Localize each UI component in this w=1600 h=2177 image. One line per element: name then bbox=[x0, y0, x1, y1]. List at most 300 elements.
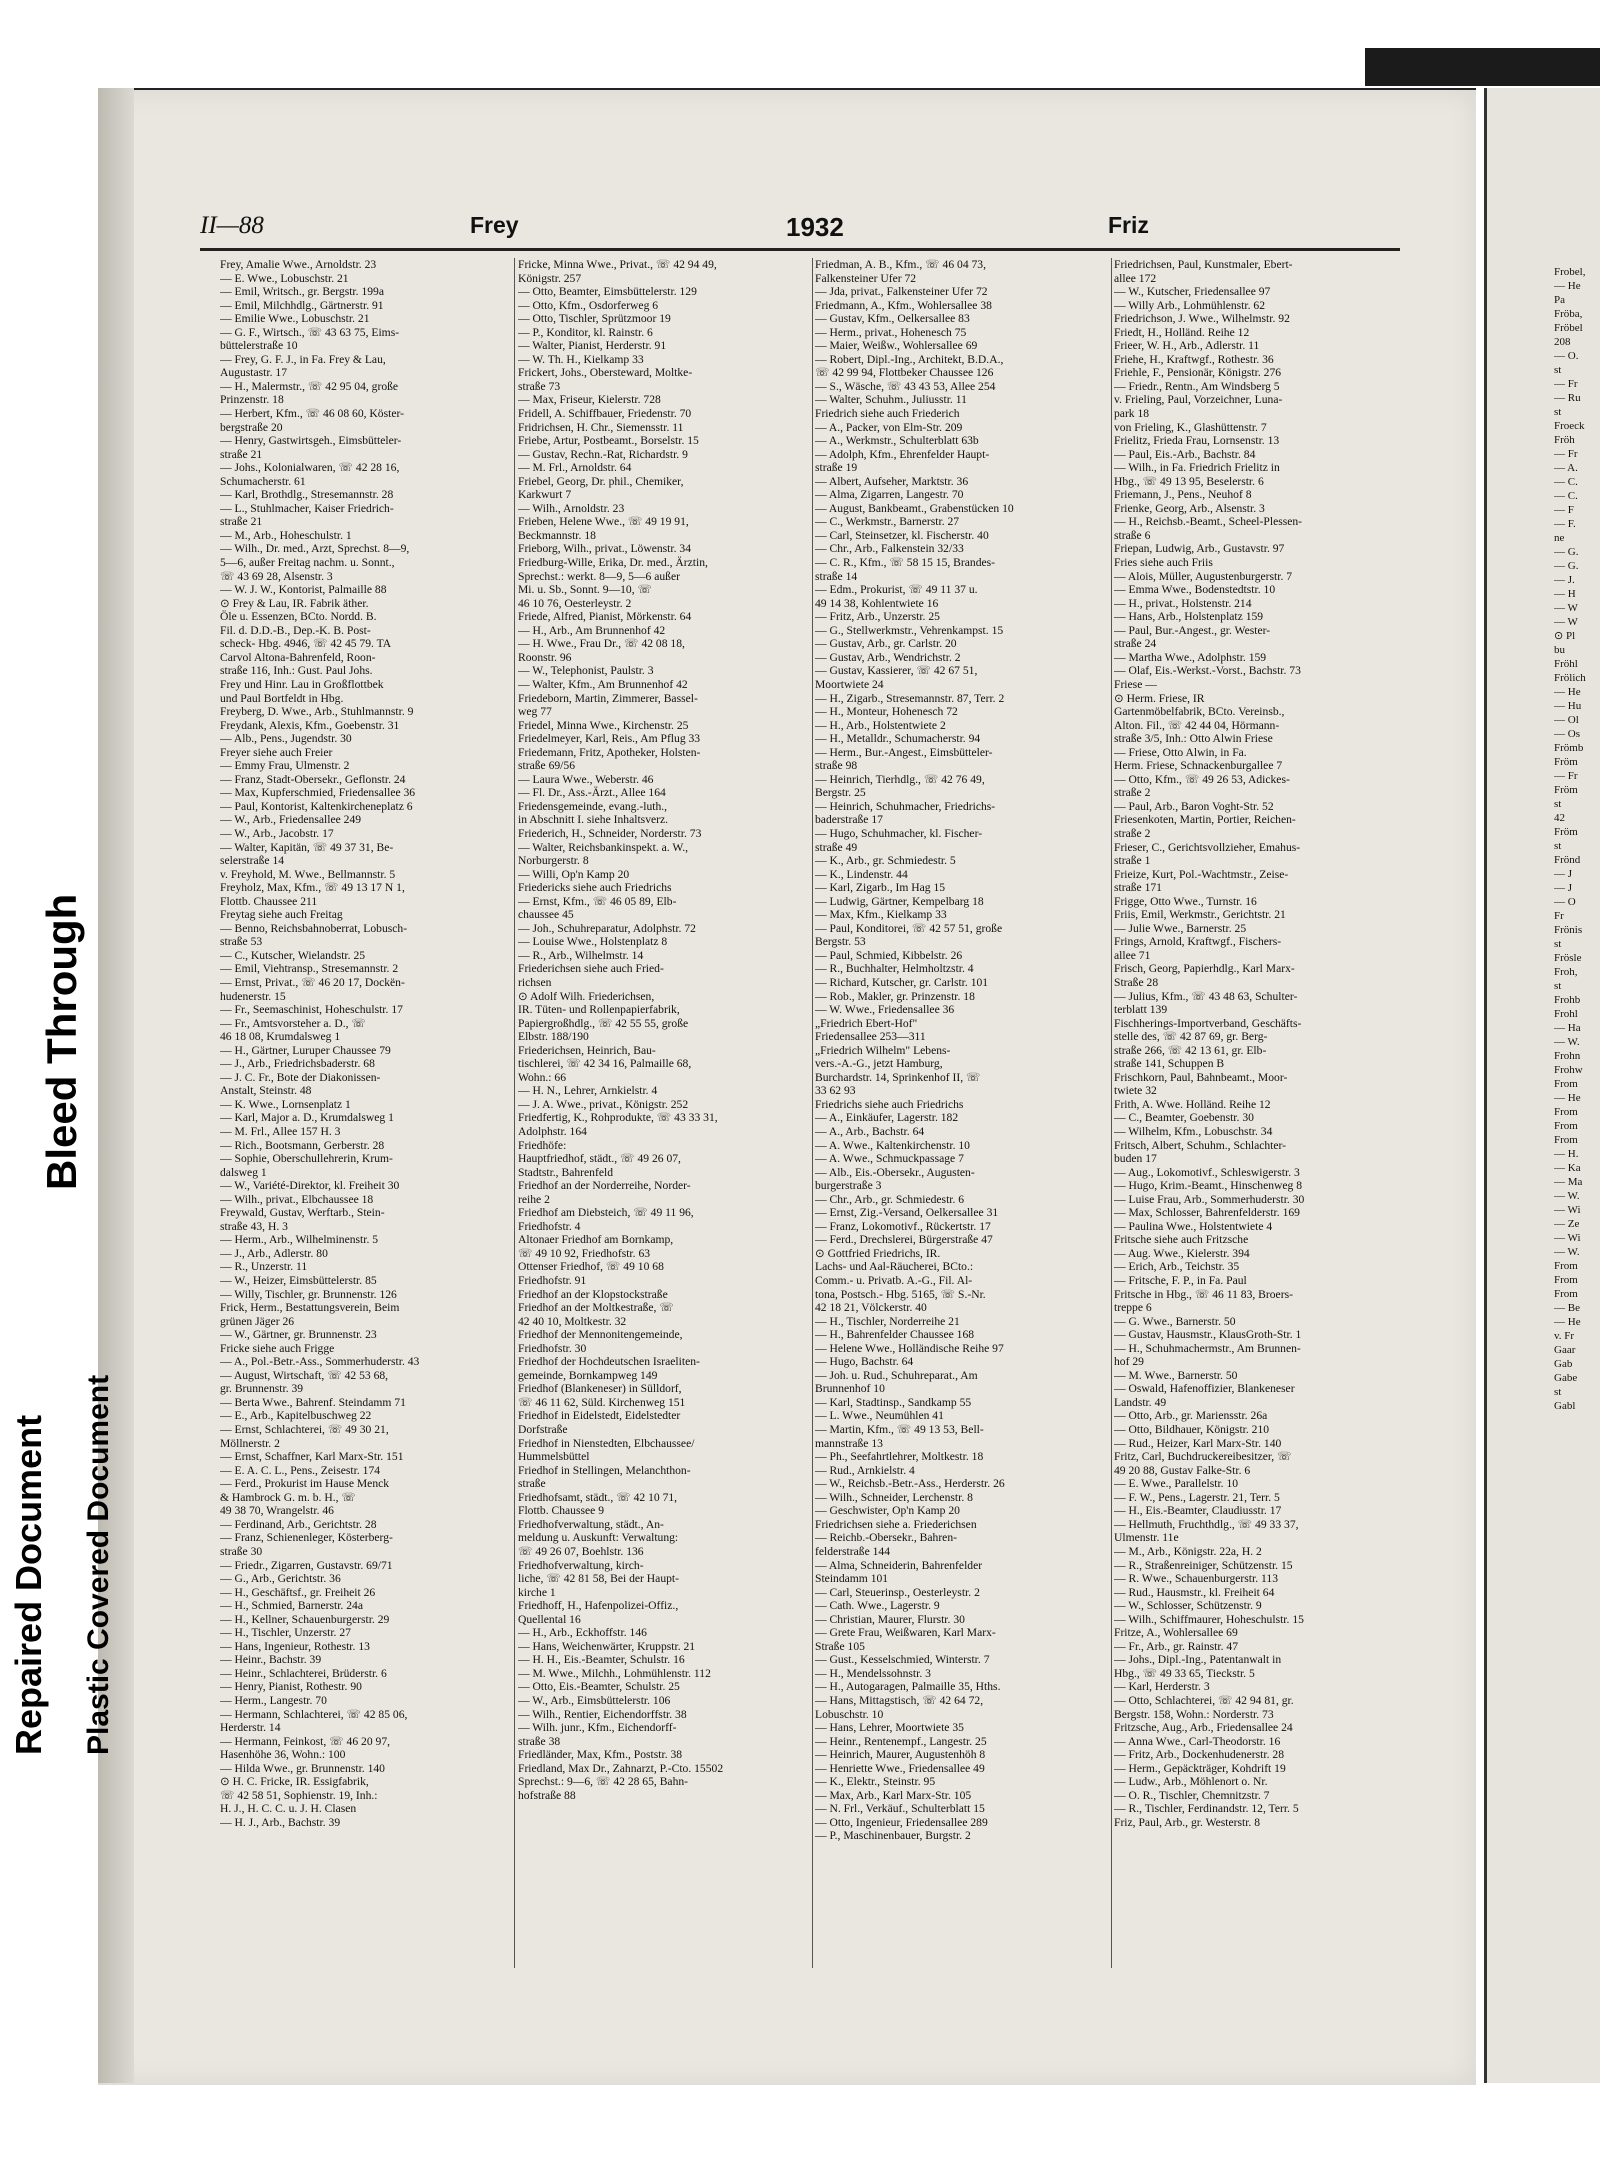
directory-entry-line: straße bbox=[518, 1477, 546, 1491]
directory-entry-line: Hauptfriedhof, städt., ☏ 49 26 07, bbox=[518, 1152, 681, 1166]
adjacent-page-fragment: Frohn bbox=[1554, 1050, 1581, 1062]
directory-entry-line: Friederichsen, Heinrich, Bau- bbox=[518, 1043, 656, 1057]
directory-entry-line: — Max, Kfm., Kielkamp 33 bbox=[815, 908, 947, 922]
directory-entry-line: — M. Frl., Arnoldstr. 64 bbox=[518, 461, 632, 475]
directory-entry-line: — M. Wwe., Barnerstr. 50 bbox=[1114, 1368, 1238, 1382]
directory-entry-line: Frieben, Helene Wwe., ☏ 49 19 91, bbox=[518, 515, 689, 529]
directory-entry-line: dalsweg 1 bbox=[220, 1165, 267, 1179]
directory-entry-line: ⊙ Adolf Wilh. Friederichsen, bbox=[518, 989, 655, 1003]
adjacent-page-fragment: — A. bbox=[1554, 462, 1578, 474]
adjacent-page-fragment: — H. bbox=[1554, 1148, 1579, 1160]
directory-entry-line: — W., Variété-Direktor, kl. Freiheit 30 bbox=[220, 1179, 400, 1193]
directory-entry-line: — Rob., Makler, gr. Prinzenstr. 18 bbox=[815, 989, 975, 1003]
directory-entry-line: — Paul, Schmied, Kibbelstr. 26 bbox=[815, 948, 963, 962]
directory-entry-line: Friedhof an der Klopstockstraße bbox=[518, 1287, 668, 1301]
directory-entry-line: Freyer siehe auch Freier bbox=[220, 745, 333, 759]
directory-entry-line: gemeinde, Bornkampweg 149 bbox=[518, 1368, 658, 1382]
directory-entry-line: — Herm., Bur.-Angest., Eimsbütteler- bbox=[815, 745, 993, 759]
directory-entry-line: Roonstr. 96 bbox=[518, 650, 572, 664]
directory-entry-line: — E., Arb., Kapitelbuschweg 22 bbox=[220, 1409, 372, 1423]
directory-entry-line: Friedrichsen, Paul, Kunstmaler, Ebert- bbox=[1114, 258, 1293, 271]
adjacent-page-fragment: From bbox=[1554, 1120, 1578, 1132]
directory-entry-line: gr. Brunnenstr. 39 bbox=[220, 1382, 304, 1396]
adjacent-page-fragment: — Fr bbox=[1554, 770, 1578, 782]
directory-entry-line: — Wilh. junr., Kfm., Eichendorff- bbox=[518, 1721, 677, 1735]
directory-entry-line: — N. Frl., Verkäuf., Schulterblatt 15 bbox=[815, 1802, 985, 1816]
directory-entry-line: — Otto, Ingenieur, Friedensallee 289 bbox=[815, 1815, 988, 1829]
directory-entry-line: straße 171 bbox=[1114, 881, 1162, 895]
directory-entry-line: — S., Wäsche, ☏ 43 43 53, Allee 254 bbox=[815, 379, 996, 393]
directory-entry-line: — Berta Wwe., Bahrenf. Steindamm 71 bbox=[220, 1395, 406, 1409]
directory-entry-line: — Benno, Reichsbahnoberrat, Lobusch- bbox=[220, 921, 408, 935]
directory-entry-line: ☏ 42 58 51, Sophienstr. 19, Inh.: bbox=[220, 1788, 378, 1802]
directory-entry-line: hofstraße 88 bbox=[518, 1788, 576, 1802]
directory-entry-line: Friedhof der Hochdeutschen Israeliten- bbox=[518, 1355, 700, 1369]
directory-entry-line: „Friedrich Ebert-Hof" bbox=[815, 1016, 918, 1030]
directory-entry-line: — J., Arb., Friedrichsbaderstr. 68 bbox=[220, 1057, 375, 1071]
directory-entry-line: — Friedr., Rentn., Am Windsberg 5 bbox=[1114, 379, 1280, 393]
adjacent-page-fragment: 42 bbox=[1554, 812, 1565, 824]
directory-entry-line: und Paul Bortfeldt in Hbg. bbox=[220, 691, 344, 705]
adjacent-page-fragment: — C. bbox=[1554, 476, 1578, 488]
directory-entry-line: — P., Maschinenbauer, Burgstr. 2 bbox=[815, 1829, 971, 1843]
directory-entry-line: — M., Arb., Hoheschulstr. 1 bbox=[220, 528, 352, 542]
adjacent-page-fragment: — He bbox=[1554, 1092, 1581, 1104]
directory-entry-line: Freydank, Alexis, Kfm., Goebenstr. 31 bbox=[220, 718, 400, 732]
directory-entry-line: Beckmannstr. 18 bbox=[518, 528, 596, 542]
directory-entry-line: weg 77 bbox=[518, 705, 552, 719]
adjacent-page-fragment: — Ol bbox=[1554, 714, 1579, 726]
directory-entry-line: — Walter, Pianist, Herderstr. 91 bbox=[518, 339, 667, 353]
directory-entry-line: — W. Th. H., Kielkamp 33 bbox=[518, 352, 644, 366]
adjacent-page-fragment: — Hu bbox=[1554, 700, 1582, 712]
directory-entry-line: 49 38 70, Wrangelstr. 46 bbox=[220, 1504, 334, 1518]
directory-entry-line: — Rud., Arnkielstr. 4 bbox=[815, 1463, 915, 1477]
adjacent-page-fragment: Froeck bbox=[1554, 420, 1585, 432]
adjacent-page-fragment: — Ze bbox=[1554, 1218, 1580, 1230]
directory-entry-line: Mi. u. Sb., Sonnt. 9—10, ☏ bbox=[518, 583, 652, 597]
directory-entry-line: Friedensgemeinde, evang.-luth., bbox=[518, 799, 668, 813]
adjacent-page-fragment: — G. bbox=[1554, 560, 1579, 572]
adjacent-page-fragment: Frohb bbox=[1554, 994, 1581, 1006]
directory-entry-line: 42 18 21, Völckerstr. 40 bbox=[815, 1301, 927, 1315]
directory-entry-line: — Karl, Major a. D., Krumdalsweg 1 bbox=[220, 1111, 394, 1125]
directory-entry-line: ⊙ H. C. Fricke, IR. Essigfabrik, bbox=[220, 1775, 369, 1789]
directory-entry-line: — Fritz, Arb., Unzerstr. 25 bbox=[815, 610, 940, 624]
adjacent-page-fragment: — Ru bbox=[1554, 392, 1581, 404]
directory-entry-line: v. Freyhold, M. Wwe., Bellmannstr. 5 bbox=[220, 867, 396, 881]
adjacent-page-fragment: st bbox=[1554, 406, 1562, 418]
column-divider bbox=[812, 258, 813, 1968]
directory-entry-line: 46 18 08, Krumdalsweg 1 bbox=[220, 1030, 341, 1044]
directory-entry-line: — Otto, Kfm., ☏ 49 26 53, Adickes- bbox=[1114, 772, 1290, 786]
directory-entry-line: treppe 6 bbox=[1114, 1301, 1152, 1315]
directory-entry-line: Augustastr. 17 bbox=[220, 366, 287, 380]
directory-entry-line: — Wilhelm, Kfm., Lobuschstr. 34 bbox=[1114, 1125, 1273, 1138]
directory-entry-line: — Ludw., Arb., Möhlenort o. Nr. bbox=[1114, 1775, 1268, 1789]
directory-entry-line: — C., Beamter, Goebenstr. 30 bbox=[1114, 1111, 1254, 1125]
adjacent-page-text bbox=[1554, 265, 1598, 1413]
directory-entry-line: Fischherings-Importverband, Geschäfts- bbox=[1114, 1016, 1302, 1030]
directory-entry-line: — Heinr., Bachstr. 39 bbox=[220, 1653, 322, 1667]
adjacent-page-fragment: From bbox=[1554, 1288, 1578, 1300]
directory-entry-line: — M. Frl., Allee 157 H. 3 bbox=[220, 1125, 341, 1138]
adjacent-page-fragment: — F bbox=[1554, 504, 1574, 516]
directory-entry-line: — Friese, Otto Alwin, in Fa. bbox=[1114, 745, 1247, 759]
bottom-margin bbox=[0, 2090, 1600, 2177]
directory-entry-line: — Willy, Tischler, gr. Brunnenstr. 126 bbox=[220, 1287, 397, 1301]
directory-entry-line: Frickert, Johs., Obersteward, Moltke- bbox=[518, 366, 693, 380]
directory-entry-line: — G., Arb., Gerichtstr. 36 bbox=[220, 1572, 341, 1586]
column-divider bbox=[514, 258, 515, 1968]
directory-entry-line: — H., Metalldr., Schumacherstr. 94 bbox=[815, 732, 981, 746]
directory-entry-line: Fritsche in Hbg., ☏ 46 11 83, Broers- bbox=[1114, 1287, 1293, 1301]
directory-entry-line: — Laura Wwe., Weberstr. 46 bbox=[518, 772, 654, 786]
directory-entry-line: — Hans, Arb., Holstenplatz 159 bbox=[1114, 610, 1264, 624]
directory-entry-line: — Ferd., Drechslerei, Bürgerstraße 47 bbox=[815, 1233, 993, 1247]
directory-entry-line: 49 14 38, Kohlentwiete 16 bbox=[815, 596, 939, 610]
adjacent-page-fragment: — J. bbox=[1554, 574, 1575, 586]
directory-entry-line: — Karl, Brothdlg., Stresemannstr. 28 bbox=[220, 488, 394, 502]
adjacent-page-fragment: st bbox=[1554, 980, 1562, 992]
adjacent-page-fragment: Fröm bbox=[1554, 826, 1578, 838]
directory-entry-line: reihe 2 bbox=[518, 1192, 550, 1206]
directory-entry-line: — Heinrich, Schuhmacher, Friedrichs- bbox=[815, 799, 996, 813]
directory-entry-line: Flottb. Chaussee 211 bbox=[220, 894, 318, 908]
directory-entry-line: Bergstr. 158, Wohn.: Norderstr. 73 bbox=[1114, 1707, 1274, 1721]
directory-entry-line: — Christian, Maurer, Flurstr. 30 bbox=[815, 1612, 965, 1626]
directory-entry-line: Friedländer, Max, Kfm., Poststr. 38 bbox=[518, 1748, 683, 1762]
directory-entry-line: — Otto, Schlachterei, ☏ 42 94 81, gr. bbox=[1114, 1693, 1294, 1707]
directory-entry-line: — H., Geschäftsf., gr. Freiheit 26 bbox=[220, 1585, 376, 1599]
directory-entry-line: — A., Packer, von Elm-Str. 209 bbox=[815, 420, 963, 434]
directory-entry-line: — C., Kutscher, Wielandstr. 25 bbox=[220, 948, 366, 962]
directory-entry-line: — R. Wwe., Schauenburgerstr. 113 bbox=[1114, 1572, 1279, 1586]
directory-entry-line: H. J., H. C. C. u. J. H. Clasen bbox=[220, 1802, 357, 1816]
directory-entry-line: — Max, Friseur, Kielerstr. 728 bbox=[518, 393, 661, 407]
directory-entry-line: meldung u. Auskunft: Verwaltung: bbox=[518, 1531, 679, 1545]
directory-entry-line: — Hermann, Feinkost, ☏ 46 20 97, bbox=[220, 1734, 391, 1748]
directory-entry-line: Friedt, H., Holländ. Reihe 12 bbox=[1114, 325, 1250, 339]
directory-entry-line: — Paul, Bur.-Angest., gr. Wester- bbox=[1114, 623, 1271, 637]
directory-entry-line: Comm.- u. Privatb. A.-G., Fil. Al- bbox=[815, 1274, 973, 1288]
directory-entry-line: Anstalt, Steinstr. 48 bbox=[220, 1084, 312, 1098]
directory-entry-line: — Albert, Aufseher, Marktstr. 36 bbox=[815, 474, 969, 488]
directory-entry-line: — Gustav, Rechn.-Rat, Richardstr. 9 bbox=[518, 447, 688, 461]
directory-entry-line: Frey und Hinr. Lau in Großflottbek bbox=[220, 677, 384, 691]
adjacent-page-fragment: — W. bbox=[1554, 1036, 1580, 1048]
directory-entry-line: Friedensallee 253—311 bbox=[815, 1030, 926, 1044]
directory-entry-line: — H., Schuhmachermstr., Am Brunnen- bbox=[1114, 1341, 1301, 1355]
directory-entry-line: — Henriette Wwe., Friedensallee 49 bbox=[815, 1761, 985, 1775]
directory-entry-line: von Frieling, K., Glashüttenstr. 7 bbox=[1114, 420, 1267, 434]
directory-entry-line: Falkensteiner Ufer 72 bbox=[815, 271, 917, 285]
directory-entry-line: Friz, Paul, Arb., gr. Westerstr. 8 bbox=[1114, 1815, 1261, 1829]
directory-entry-line: park 18 bbox=[1114, 407, 1150, 421]
directory-entry-line: — Hilda Wwe., gr. Brunnenstr. 140 bbox=[220, 1761, 385, 1775]
adjacent-page-fragment: — O bbox=[1554, 896, 1576, 908]
directory-entry-line: straße 141, Schuppen B bbox=[1114, 1057, 1225, 1071]
directory-entry-line: — Hugo, Schuhmacher, kl. Fischer- bbox=[815, 826, 983, 840]
directory-entry-line: Friedhof an der Moltkestraße, ☏ bbox=[518, 1301, 674, 1315]
directory-entry-line: — H., Reichsb.-Beamt., Scheel-Plessen- bbox=[1114, 515, 1303, 529]
directory-entry-line: Friedhöfe: bbox=[518, 1138, 567, 1152]
directory-entry-line: Lachs- und Aal-Räucherei, BCto.: bbox=[815, 1260, 974, 1274]
directory-entry-line: Friedrich siehe auch Friederich bbox=[815, 407, 960, 421]
adjacent-page-fragment: — Os bbox=[1554, 728, 1580, 740]
directory-entry-line: Steindamm 101 bbox=[815, 1572, 889, 1586]
adjacent-page-fragment: — W bbox=[1554, 616, 1578, 628]
directory-entry-line: — Jda, privat., Falkensteiner Ufer 72 bbox=[815, 285, 988, 299]
adjacent-page-fragment: — J bbox=[1554, 882, 1573, 894]
directory-entry-line: — Fritsche, F. P., in Fa. Paul bbox=[1114, 1274, 1247, 1288]
directory-entry-line: — Frey, G. F. J., in Fa. Frey & Lau, bbox=[220, 352, 386, 366]
directory-entry-line: — Herm., Gepäckträger, Kohdrift 19 bbox=[1114, 1761, 1286, 1775]
directory-entry-line: — Karl, Zigarb., Im Hag 15 bbox=[815, 881, 946, 895]
adjacent-page-fragment: — W. bbox=[1554, 1190, 1580, 1202]
directory-entry-line: Freywald, Gustav, Werftarb., Stein- bbox=[220, 1206, 385, 1220]
directory-entry-line: straße 38 bbox=[518, 1734, 561, 1748]
directory-entry-line: Alton. Fil., ☏ 42 44 04, Hörmann- bbox=[1114, 718, 1280, 732]
adjacent-page-fragment: — He bbox=[1554, 280, 1581, 292]
directory-entry-line: Elbstr. 188/190 bbox=[518, 1030, 589, 1044]
adjacent-page-fragment: — Be bbox=[1554, 1302, 1580, 1314]
directory-entry-line: — Geschwister, Op'n Kamp 20 bbox=[815, 1504, 960, 1518]
directory-entry-line: straße 30 bbox=[220, 1544, 263, 1558]
directory-entry-line: — Wilh., privat., Elbchaussee 18 bbox=[220, 1192, 374, 1206]
directory-entry-line: — H. J., Arb., Bachstr. 39 bbox=[220, 1815, 341, 1829]
directory-entry-line: büttelerstraße 10 bbox=[220, 339, 298, 353]
directory-entry-line: Fil. d. D.D.-B., Dep.-K. B. Post- bbox=[220, 623, 371, 637]
directory-entry-line: straße 21 bbox=[220, 447, 263, 461]
directory-entry-line: — Ernst, Schlachterei, ☏ 49 30 21, bbox=[220, 1423, 389, 1437]
directory-entry-line: Wohn.: 66 bbox=[518, 1070, 567, 1084]
adjacent-page-fragment: Fr bbox=[1554, 910, 1564, 922]
directory-entry-line: — Johs., Dipl.-Ing., Patentanwalt in bbox=[1114, 1653, 1282, 1667]
directory-entry-line: chaussee 45 bbox=[518, 908, 574, 922]
directory-entry-line: Carvol Altona-Bahrenfeld, Roon- bbox=[220, 650, 376, 664]
directory-entry-line: Möllnerstr. 2 bbox=[220, 1436, 280, 1450]
directory-entry-line: Friedhofstr. 30 bbox=[518, 1341, 587, 1355]
directory-entry-line: — Gustav, Arb., gr. Carlstr. 20 bbox=[815, 637, 957, 651]
directory-entry-line: — Ernst, Zig.-Versand, Oelkersallee 31 bbox=[815, 1206, 999, 1220]
directory-entry-line: — Karl, Herderstr. 3 bbox=[1114, 1680, 1210, 1694]
directory-entry-line: Altonaer Friedhof am Bornkamp, bbox=[518, 1233, 674, 1247]
adjacent-page-fragment: bu bbox=[1554, 644, 1565, 656]
directory-entry-line: Freytag siehe auch Freitag bbox=[220, 908, 343, 922]
directory-entry-line: Friehe, H., Kraftwgf., Rothestr. 36 bbox=[1114, 352, 1274, 366]
directory-entry-line: — J., Arb., Adlerstr. 80 bbox=[220, 1246, 328, 1260]
directory-entry-line: Friedrichs siehe auch Friedrichs bbox=[815, 1097, 964, 1111]
directory-entry-line: — Joh., Schuhreparatur, Adolphstr. 72 bbox=[518, 921, 696, 935]
directory-entry-line: Frisch, Georg, Papierhdlg., Karl Marx- bbox=[1114, 962, 1295, 976]
directory-entry-line: Friedhoff, H., Hafenpolizei-Offiz., bbox=[518, 1599, 679, 1613]
adjacent-page-fragment: — He bbox=[1554, 686, 1581, 698]
directory-entry-line: Frick, Herm., Bestattungsverein, Beim bbox=[220, 1301, 400, 1315]
directory-entry-line: Karkwurt 7 bbox=[518, 488, 572, 502]
directory-entry-line: — H., Tischler, Norderreihe 21 bbox=[815, 1314, 960, 1328]
directory-entry-line: Fridell, A. Schiffbauer, Friedenstr. 70 bbox=[518, 407, 692, 421]
directory-entry-line: — Gustav, Kfm., Oelkersallee 83 bbox=[815, 312, 970, 326]
bleed-through-label: Bleed Through bbox=[38, 893, 85, 1190]
directory-entry-line: — C. R., Kfm., ☏ 58 15 15, Brandes- bbox=[815, 556, 996, 570]
adjacent-page-fragment: Gab bbox=[1554, 1358, 1573, 1370]
directory-entry-line: — Maier, Weißw., Wohlersallee 69 bbox=[815, 339, 978, 353]
adjacent-page-fragment: Frösle bbox=[1554, 952, 1582, 964]
directory-entry-line: — Paulina Wwe., Holstentwiete 4 bbox=[1114, 1219, 1273, 1233]
directory-entry-line: — Fl. Dr., Ass.-Ärzt., Allee 164 bbox=[518, 786, 666, 800]
directory-entry-line: straße 2 bbox=[1114, 826, 1151, 840]
directory-entry-line: Frith, A. Wwe. Holländ. Reihe 12 bbox=[1114, 1097, 1271, 1111]
directory-entry-line: Friesenkoten, Martin, Portier, Reichen- bbox=[1114, 813, 1296, 827]
directory-entry-line: — Julie Wwe., Barnerstr. 25 bbox=[1114, 921, 1247, 935]
directory-entry-line: — K., Arb., gr. Schmiedestr. 5 bbox=[815, 854, 956, 868]
directory-entry-line: — Emma Wwe., Bodenstedtstr. 10 bbox=[1114, 583, 1276, 597]
directory-entry-line: ☏ 49 26 07, Boehlstr. 136 bbox=[518, 1544, 644, 1558]
directory-entry-line: — Alb., Eis.-Obersekr., Augusten- bbox=[815, 1165, 975, 1179]
directory-entry-line: Frey, Amalie Wwe., Arnoldstr. 23 bbox=[220, 258, 377, 271]
directory-entry-line: — R., Unzerstr. 11 bbox=[220, 1260, 308, 1274]
directory-entry-line: Papiergroßhdlg., ☏ 42 55 55, große bbox=[518, 1016, 689, 1030]
directory-entry-line: Friedhofverwaltung, städt., An- bbox=[518, 1517, 664, 1531]
directory-entry-line: — J. A. Wwe., privat., Königstr. 252 bbox=[518, 1097, 689, 1111]
directory-entry-line: — H., Bahrenfelder Chaussee 168 bbox=[815, 1328, 975, 1342]
directory-entry-line: Hbg., ☏ 49 33 65, Tieckstr. 5 bbox=[1114, 1666, 1255, 1680]
adjacent-page-fragment: st bbox=[1554, 840, 1562, 852]
directory-entry-line: grünen Jäger 26 bbox=[220, 1314, 295, 1328]
directory-entry-line: terblatt 139 bbox=[1114, 1003, 1168, 1017]
adjacent-page-fragment: Gabl bbox=[1554, 1400, 1576, 1412]
directory-entry-line: twiete 32 bbox=[1114, 1084, 1157, 1098]
directory-entry-line: — Carl, Steinsetzer, kl. Fischerstr. 40 bbox=[815, 528, 989, 542]
directory-entry-line: — Willy Arb., Lohmühlenstr. 62 bbox=[1114, 298, 1266, 312]
directory-entry-line: — M. Wwe., Milchh., Lohmühlenstr. 112 bbox=[518, 1666, 711, 1680]
directory-entry-line: — Friedr., Zigarren, Gustavstr. 69/71 bbox=[220, 1558, 393, 1572]
directory-entry-line: ☏ 43 69 28, Alsenstr. 3 bbox=[220, 569, 333, 583]
adjacent-page-fragment: ⊙ Pl bbox=[1554, 630, 1576, 642]
directory-entry-line: straße 14 bbox=[815, 569, 858, 583]
directory-entry-line: — Julius, Kfm., ☏ 43 48 63, Schulter- bbox=[1114, 989, 1298, 1003]
directory-entry-line: Freyberg, D. Wwe., Arb., Stuhlmannstr. 9 bbox=[220, 705, 414, 719]
directory-entry-line: Frielitz, Frieda Frau, Lornsenstr. 13 bbox=[1114, 434, 1280, 448]
directory-entry-line: — L. Wwe., Neumühlen 41 bbox=[815, 1409, 944, 1423]
directory-entry-line: hof 29 bbox=[1114, 1355, 1144, 1369]
adjacent-page-fragment: — Fr bbox=[1554, 448, 1578, 460]
directory-entry-line: ⊙ Frey & Lau, IR. Fabrik äther. bbox=[220, 596, 369, 610]
directory-entry-line: — Richard, Kutscher, gr. Carlstr. 101 bbox=[815, 975, 989, 989]
directory-entry-line: — K., Elektr., Steinstr. 95 bbox=[815, 1775, 936, 1789]
directory-entry-line: — H., Monteur, Hohenesch 72 bbox=[815, 705, 958, 719]
directory-entry-line: Herderstr. 14 bbox=[220, 1721, 281, 1735]
repaired-document-label: Repaired Document bbox=[8, 1414, 49, 1755]
directory-entry-line: — Hans, Weichenwärter, Kruppstr. 21 bbox=[518, 1639, 696, 1653]
page-binding-edge bbox=[98, 88, 134, 2083]
directory-entry-line: — Herm., Arb., Wilhelminenstr. 5 bbox=[220, 1233, 379, 1247]
directory-entry-line: — Karl, Stadtinsp., Sandkamp 55 bbox=[815, 1395, 972, 1409]
adjacent-page-fragment: From bbox=[1554, 1260, 1578, 1272]
directory-entry-line: — Hans, Ingenieur, Rothestr. 13 bbox=[220, 1639, 370, 1653]
directory-entry-line: — Wilh., in Fa. Friedrich Frielitz in bbox=[1114, 461, 1280, 475]
directory-entry-line: — G. F., Wirtsch., ☏ 43 63 75, Eims- bbox=[220, 325, 400, 339]
directory-entry-line: — Heinrich, Tierhdlg., ☏ 42 76 49, bbox=[815, 772, 985, 786]
directory-entry-line: — H., privat., Holstenstr. 214 bbox=[1114, 596, 1252, 610]
directory-entry-line: Friedhof in Nienstedten, Elbchaussee/ bbox=[518, 1436, 695, 1450]
directory-entry-line: tona, Postsch.- Hbg. 5165, ☏ S.-Nr. bbox=[815, 1287, 986, 1301]
directory-entry-line: — Franz, Stadt-Obersekr., Geflonstr. 24 bbox=[220, 772, 406, 786]
directory-entry-line: — Paul, Konditorei, ☏ 42 57 51, große bbox=[815, 921, 1003, 935]
directory-entry-line: — W., Heizer, Eimsbüttelerstr. 85 bbox=[220, 1274, 377, 1288]
directory-entry-line: Friedhofverwaltung, kirch- bbox=[518, 1558, 644, 1572]
directory-entry-line: Sprechst.: werkt. 8—9, 5—6 außer bbox=[518, 569, 680, 583]
directory-entry-line: — Paul, Kontorist, Kaltenkircheneplatz 6 bbox=[220, 799, 413, 813]
directory-entry-line: — Max, Schlosser, Bahrenfelderstr. 169 bbox=[1114, 1206, 1300, 1220]
directory-entry-line: — K., Lindenstr. 44 bbox=[815, 867, 908, 881]
directory-entry-line: — Otto, Beamter, Eimsbüttelerstr. 129 bbox=[518, 285, 697, 299]
directory-entry-line: — Ernst, Privat., ☏ 46 20 17, Dockën- bbox=[220, 975, 405, 989]
adjacent-page-fragment: — He bbox=[1554, 1316, 1581, 1328]
header-first-name: Frey bbox=[470, 212, 519, 238]
directory-entry-line: — P., Konditor, kl. Rainstr. 6 bbox=[518, 325, 653, 339]
directory-entry-line: Quellental 16 bbox=[518, 1612, 581, 1626]
directory-entry-line: — C., Werkmstr., Barnerstr. 27 bbox=[815, 515, 960, 529]
directory-entry-line: — Emil, Milchhdlg., Gärtnerstr. 91 bbox=[220, 298, 384, 312]
directory-entry-line: — L., Stuhlmacher, Kaiser Friedrich- bbox=[220, 501, 394, 515]
directory-entry-line: Friedhof der Mennonitengemeinde, bbox=[518, 1328, 683, 1342]
directory-entry-line: straße 6 bbox=[1114, 528, 1151, 542]
directory-entry-line: Bergstr. 53 bbox=[815, 935, 866, 949]
directory-entry-line: — Walter, Schuhm., Juliusstr. 11 bbox=[815, 393, 967, 407]
directory-entry-line: kirche 1 bbox=[518, 1585, 556, 1599]
directory-entry-line: Friepan, Ludwig, Arb., Gustavstr. 97 bbox=[1114, 542, 1285, 556]
directory-entry-line: — Olaf, Eis.-Werkst.-Vorst., Bachstr. 73 bbox=[1114, 664, 1301, 678]
directory-entry-line: — Fr., Arb., gr. Rainstr. 47 bbox=[1114, 1639, 1238, 1653]
directory-entry-line: Frieser, C., Gerichtsvollzieher, Emahus- bbox=[1114, 840, 1301, 854]
adjacent-page-fragment: st bbox=[1554, 364, 1562, 376]
directory-entry-line: — Emmy Frau, Ulmenstr. 2 bbox=[220, 759, 350, 773]
adjacent-page-fragment: ne bbox=[1554, 532, 1565, 544]
adjacent-page-fragment: — Wi bbox=[1554, 1232, 1581, 1244]
directory-entry-line: Frieer, W. H., Arb., Adlerstr. 11 bbox=[1114, 339, 1260, 353]
directory-entry-line: — W., Reichsb.-Betr.-Ass., Herderstr. 26 bbox=[815, 1477, 1005, 1491]
directory-entry-line: — H. Wwe., Frau Dr., ☏ 42 08 18, bbox=[518, 637, 685, 651]
directory-entry-line: — M., Arb., Königstr. 22a, H. 2 bbox=[1114, 1544, 1262, 1558]
directory-entry-line: — Grete Frau, Weißwaren, Karl Marx- bbox=[815, 1626, 996, 1640]
adjacent-page-fragment: From bbox=[1554, 1106, 1578, 1118]
directory-entry-line: Moortwiete 24 bbox=[815, 677, 884, 691]
directory-entry-line: Friedhof in Stellingen, Melanchthon- bbox=[518, 1463, 691, 1477]
directory-entry-line: — Carl, Steuerinsp., Oesterleystr. 2 bbox=[815, 1585, 980, 1599]
directory-entry-line: Friederichsen siehe auch Fried- bbox=[518, 962, 664, 976]
adjacent-page-fragment: — O. bbox=[1554, 350, 1579, 362]
directory-entry-line: — W., Gärtner, gr. Brunnenstr. 23 bbox=[220, 1328, 377, 1342]
adjacent-page-fragment: v. Fr bbox=[1554, 1330, 1575, 1342]
directory-entry-line: straße 69/56 bbox=[518, 759, 575, 773]
adjacent-page-fragment: — H bbox=[1554, 588, 1576, 600]
directory-entry-line: — Reichb.-Obersekr., Bahren- bbox=[815, 1531, 957, 1545]
directory-entry-line: — H., Tischler, Unzerstr. 27 bbox=[220, 1626, 351, 1640]
directory-entry-line: „Friedrich Wilhelm" Lebens- bbox=[815, 1043, 951, 1057]
directory-entry-line: — Wilh., Rentier, Eichendorffstr. 38 bbox=[518, 1707, 687, 1721]
directory-entry-line: — Emil, Viehtransp., Stresemannstr. 2 bbox=[220, 962, 399, 976]
directory-entry-line: — Rich., Bootsmann, Gerberstr. 28 bbox=[220, 1138, 385, 1152]
directory-entry-line: Schumacherstr. 61 bbox=[220, 474, 306, 488]
directory-entry-line: — A. Wwe., Schmuckpassage 7 bbox=[815, 1152, 964, 1166]
directory-entry-line: — H., Arb., Am Brunnenhof 42 bbox=[518, 623, 666, 637]
directory-entry-line: Fritsche siehe auch Fritzsche bbox=[1114, 1233, 1249, 1247]
directory-entry-line: straße 116, Inh.: Gust. Paul Johs. bbox=[220, 664, 373, 678]
adjacent-page-fragment: — Fr bbox=[1554, 378, 1578, 390]
adjacent-page-fragment: From bbox=[1554, 1134, 1578, 1146]
